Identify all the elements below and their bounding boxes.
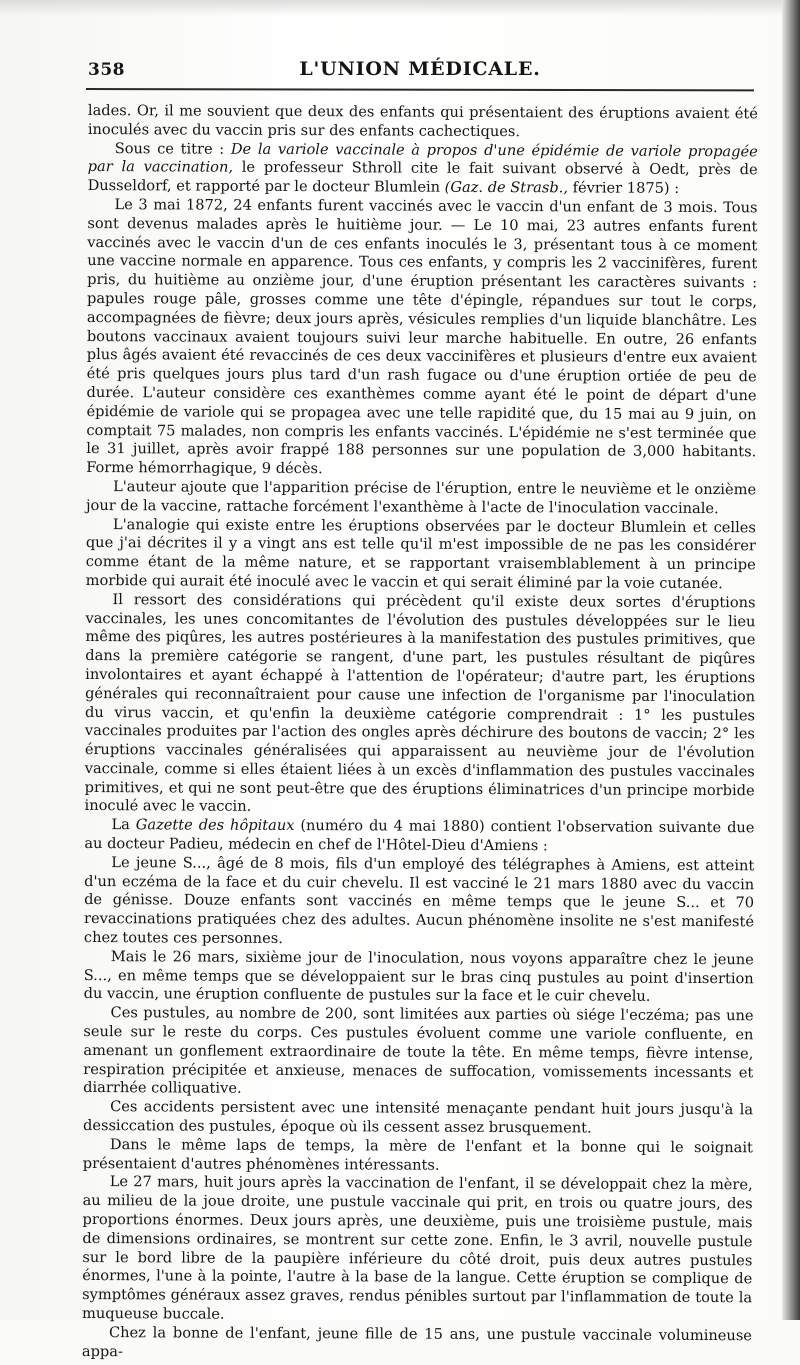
- paragraph-prefix: La: [111, 816, 136, 834]
- header-rule: [86, 88, 754, 91]
- paragraph: [84, 816, 754, 857]
- paragraph: [82, 1324, 752, 1365]
- paragraph: [88, 102, 758, 143]
- paragraph-text: Le 3 mai 1872, 24 enfants furent vaccinés avec le vaccin d'un enfant de 3 mois. Tous sont devenus malades après le huitième jour. — Le 10 mai, 23 autres enfants furent vaccinés avec le vaccin d'un de ces enfants inoculés le 3, présentant tous à ce moment une vaccine normale en apparence. Tous ces enfants, y compris les 2 vaccinifères, furent pris, du huitième au onzième jour, d'une éruption présentant les caractères suivants : papules rouge pâle, grosses comme une tête d'épingle, répandues sur tout le corps, accompagnées de fièvre; deux jours après, vésicules remplies d'un liquide blanchâtre. Les boutons vaccinaux avaient toujours suivi leur marche habituelle. En outre, 26 enfants plus âgés avaient été revaccinés de ces deux vaccinifères et plusieurs d'entre eux avaient été pris quelques jours plus tard d'un rash fugace ou d'une éruption ortiée de peu de durée. L'auteur considère ces exanthèmes comme ayant été le point de départ d'une épidémie de variole qui se propagea avec une telle rapidité que, du 15 mai au 9 juin, on comptait 75 malades, non compris les enfants vaccinés. L'épidémie ne s'est terminée que le 31 juillet, après avoir frappé 188 personnes sur une population de 3,000 habitants. Forme hémorrhagique, 9 décès.: [86, 196, 758, 478]
- italic-title: De la variole vaccinale à propos d'une épidémie de variole propagée par la vaccination,: [87, 140, 758, 177]
- paragraph-text: (numéro du 4 mai 1880) contient l'observation suivante due au docteur Padieu, médecin en chef de l'Hôtel-Dieu d'Amiens :: [84, 817, 755, 855]
- paragraph-text: Il ressort des considérations qui précèdent qu'il existe deux sortes d'éruptions vaccinales, les unes concomitantes de l'évolution des pustules développées sur le lieu même des piqûres, les autres postérieures à la manifestation des pustules primitives, que dans la première catégorie se rangent, d'une part, les pustules résultant de piqûres involontaires et ayant échappé à l'attention de l'opérateur; d'autre part, les éruptions générales qui reconnaîtraient pour cause une infection de l'organisme par l'inoculation du virus vaccin, et qu'enfin la deuxième catégorie comprendrait : 1° les pustules vaccinales produites par l'action des ongles après déchirure des boutons de vaccin; 2° les éruptions vaccinales généralisées qui apparaissent au neuvième jour de l'évolution vaccinale, comme si elles étaient liées à un excès d'inflammation des pustules vaccinales primitives, et qui ne sont peut-être que des éruptions éliminatrices d'un principe morbide inoculé avec le vaccin.: [84, 590, 756, 816]
- paragraph: [85, 591, 756, 820]
- paragraph-text: lades. Or, il me souvient que deux des enfants qui présentaient des éruptions avaient été inoculés avec du vaccin pris sur des enfants cachectiques.: [87, 102, 758, 140]
- paragraph-suffix: février 1875) :: [567, 179, 680, 198]
- paragraph-text: le professeur Sthroll cite le fait suivant observé à Oedt, près de Dusseldorf, et rapporté par le docteur Blumlein: [87, 159, 758, 196]
- paragraph-text: Mais le 26 mars, sixième jour de l'inoculation, nous voyons apparaître chez le jeune S..., en même temps que se développaient sur le bras cinq pustules au point d'insertion du vaccin, une éruption confluente de pustules sur la face et le cuir chevelu.: [83, 947, 754, 1006]
- running-title: L'UNION MÉDICALE.: [299, 58, 541, 80]
- paragraph-text: Dans le même laps de temps, la mère de l'enfant et la bonne qui le soignait présentaient d'autres phénomènes intéressants.: [82, 1135, 753, 1174]
- paragraph-text: L'analogie qui existe entre les éruptions observées par le docteur Blumlein et celles que j'ai décrites il y a vingt ans est telle qu'il m'est impossible de ne pas les considérer comme étant de la même nature, et se rapportant vraisemblablement à un principe morbide qui aurait été inoculé avec le vaccin et qui serait éliminé par la voie cutanée.: [85, 515, 756, 593]
- paragraph-text: Ces pustules, au nombre de 200, sont limitées aux parties où siége l'eczéma; pas une seule sur le reste du corps. Ces pustules évoluent comme une variole confluente, en amenant un gonflement extraordinaire de toute la tête. En même temps, fièvre intense, respiration précipitée et anxieuse, menaces de suffocation, vomissements incessants et diarrhée colliquative.: [83, 1004, 754, 1098]
- paragraph-text: Le jeune S..., âgé de 8 mois, fils d'un employé des télégraphes à Amiens, est atteint d'un eczéma de la face et du cuir chevelu. Il est vacciné le 21 mars 1880 avec du vaccin de génisse. Douze enfants sont vaccinés en même temps que le jeune S... et 70 revaccinations pratiquées chez des adultes. Aucun phénomène insolite ne s'est manifesté chez toutes ces personnes.: [83, 853, 755, 948]
- paragraph-prefix: Sous ce titre :: [114, 139, 231, 158]
- top-page-shadow: [0, 0, 800, 16]
- page-binding-edge: [782, 0, 800, 1320]
- paragraph: [82, 1173, 753, 1327]
- article-body: [82, 102, 758, 1365]
- italic-citation: (Gaz. de Strasb.,: [444, 178, 569, 197]
- page-number: 358: [88, 60, 125, 80]
- paragraph: [84, 854, 754, 951]
- page-header: [88, 56, 752, 86]
- paragraph-text: Chez la bonne de l'enfant, jeune fille de 15 ans, une pustule vaccinale volumineuse appa-: [81, 1323, 753, 1360]
- paragraph-text: Le 27 mars, huit jours après la vaccination de l'enfant, il se développait chez la mère, au milieu de la joue droite, une pustule vaccinale qui prit, en trois ou quatre jours, des proportions énormes. Deux jours après, une deuxième, puis une troisième pustule, mais de dimensions ordinaires, se montrent sur cette zone. Enfin, le 3 avril, nouvelle pustule sur le bord libre de la paupière inférieure du côté droit, puis deux autres pustules énormes, l'une à la pointe, l'autre à la base de la langue. Cette éruption se complique de symptômes généraux assez graves, rendus pénibles surtout par l'inflammation de toute la muqueuse buccale.: [82, 1173, 753, 1323]
- paragraph-text: L'auteur ajoute que l'apparition précise de l'éruption, entre le neuvième et le onzième jour de la vaccine, rattache forcément l'exanthème à l'acte de l'inoculation vaccinale.: [85, 478, 757, 517]
- paragraph: [83, 1098, 753, 1139]
- paragraph: [86, 478, 756, 519]
- paragraph: [88, 140, 758, 200]
- paragraph: [86, 516, 756, 594]
- paragraph: [84, 948, 754, 1008]
- paragraph: [86, 196, 757, 481]
- paragraph-text: Ces accidents persistent avec une intensité menaçante pendant huit jours jusqu'à la dessiccation des pustules, époque où ils cessent assez brusquement.: [82, 1098, 754, 1137]
- paragraph: [83, 1004, 753, 1101]
- paragraph: [83, 1136, 753, 1177]
- italic-publication: Gazette des hôpitaux: [135, 816, 295, 835]
